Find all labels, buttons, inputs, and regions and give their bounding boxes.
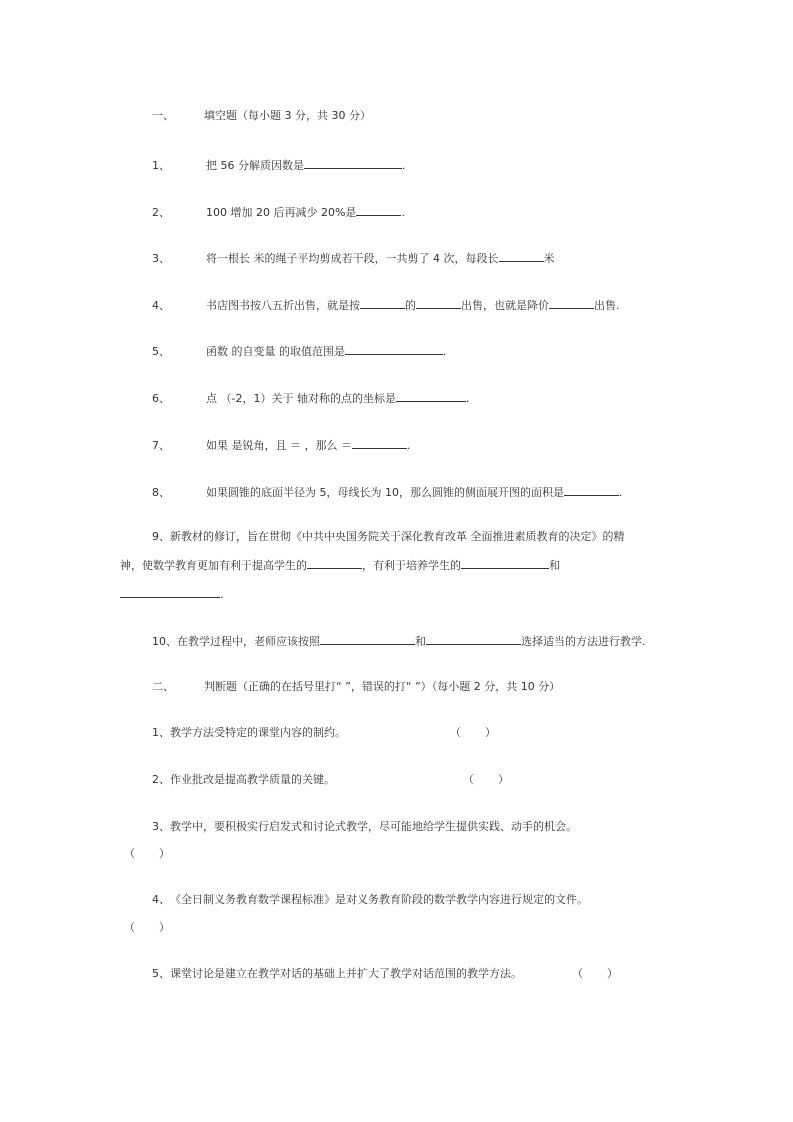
section2-index: 二、 — [152, 680, 174, 693]
answer-blank[interactable] — [396, 390, 466, 402]
question-text: 将一根长 米的绳子平均剪成若干段，一共剪了 4 次，每段长 — [206, 252, 499, 265]
question-text-end: . — [619, 486, 623, 499]
paren-open: （ — [124, 921, 135, 934]
answer-blank[interactable] — [360, 297, 405, 309]
question-number: 2、 — [152, 773, 170, 786]
question-text: 教学中，要积极实行启发式和讨论式教学，尽可能地给学生提供实践、动手的机会。 — [170, 820, 577, 833]
answer-blank[interactable] — [120, 586, 220, 598]
answer-blank[interactable] — [499, 250, 544, 262]
question-text-end: . — [407, 439, 411, 452]
fill-question-9-line1 — [152, 530, 625, 544]
question-text: 把 56 分解质因数是 — [206, 159, 304, 172]
question-number: 5、 — [152, 345, 170, 358]
question-text: 如果 是锐角，且 ＝ ，那么 ＝ — [206, 439, 352, 452]
answer-parentheses[interactable] — [463, 773, 509, 787]
question-text: 函数 的自变量 的取值范围是 — [206, 345, 345, 358]
answer-blank[interactable] — [564, 484, 619, 496]
question-text: 在教学过程中，老师应该按照 — [177, 635, 320, 648]
paren-close: ） — [159, 847, 170, 860]
question-text: 《全日制义务教育数学课程标准》是对义务教育阶段的数学教学内容进行规定的文件。 — [170, 893, 588, 906]
question-number: 2、 — [152, 206, 170, 219]
answer-blank[interactable] — [304, 157, 402, 169]
fill-question-7 — [152, 437, 411, 453]
fill-question-2 — [152, 204, 405, 220]
question-number: 1、 — [152, 726, 170, 739]
paren-open: （ — [572, 967, 583, 980]
question-text-end: . — [465, 392, 470, 405]
fill-question-5 — [152, 343, 447, 359]
fill-question-9-line2 — [120, 557, 560, 573]
question-number: 4、 — [152, 299, 170, 312]
question-number: 7、 — [152, 439, 170, 452]
question-number: 8、 — [152, 486, 170, 499]
answer-blank[interactable] — [549, 297, 594, 309]
question-text: 书店图书按八五折出售，就是按 — [206, 299, 360, 312]
fill-question-3 — [152, 250, 555, 266]
question-text-mid: ，有利于培养学生的 — [362, 559, 461, 572]
answer-blank[interactable] — [426, 633, 521, 645]
section1-index: 一、 — [152, 109, 174, 122]
judge-question-1 — [152, 726, 346, 740]
section2-heading — [152, 680, 560, 694]
question-number: 3、 — [152, 820, 170, 833]
question-text: 如果圆锥的底面半径为 5，母线长为 10，那么圆锥的侧面展开图的面积是 — [206, 486, 564, 499]
paren-close: ） — [485, 726, 496, 739]
question-text: 教学方法受特定的课堂内容的制约。 — [170, 726, 346, 739]
answer-blank[interactable] — [461, 557, 549, 569]
judge-question-3 — [152, 820, 577, 834]
question-number: 6、 — [152, 392, 170, 405]
paren-open: （ — [124, 847, 135, 860]
question-number: 4、 — [152, 893, 170, 906]
question-text-end: 米 — [543, 252, 555, 265]
fill-question-9-line3 — [120, 586, 224, 602]
judge-question-2 — [152, 773, 335, 787]
question-text: 新教材的修订，旨在贯彻《中共中央国务院关于深化教育改革 全面推进素质教育的决定》的精 — [170, 530, 625, 543]
section1-heading — [152, 109, 371, 123]
answer-blank[interactable] — [307, 557, 362, 569]
question-number: 10、 — [152, 635, 177, 648]
question-text: 100 增加 20 后再减少 20%是 — [206, 206, 357, 219]
question-text: 点 （-2，1）关于 轴对称的点的坐标是 — [206, 392, 396, 405]
answer-parentheses[interactable] — [124, 847, 170, 861]
question-text-mid: 和 — [549, 559, 560, 572]
fill-question-1 — [152, 157, 406, 173]
question-text-mid: 的 — [405, 299, 416, 312]
answer-blank[interactable] — [352, 437, 407, 449]
paren-close: ） — [159, 921, 170, 934]
paren-close: ） — [607, 967, 618, 980]
answer-blank[interactable] — [356, 204, 401, 216]
answer-parentheses[interactable] — [124, 921, 170, 935]
question-text-end: 选择适当的方法进行教学. — [521, 635, 646, 648]
question-number: 5、 — [152, 967, 170, 980]
paren-close: ） — [498, 773, 509, 786]
question-text-mid: 出售，也就是降价 — [461, 299, 549, 312]
section2-title: 判断题（正确的在括号里打“ ”，错误的打“ ”）（每小题 2 分，共 10 分） — [204, 680, 561, 693]
question-number: 1、 — [152, 159, 170, 172]
answer-blank[interactable] — [345, 343, 443, 355]
paren-open: （ — [450, 726, 461, 739]
fill-question-4 — [152, 297, 620, 313]
fill-question-10 — [152, 633, 646, 649]
judge-question-4 — [152, 893, 588, 907]
question-text-mid: 和 — [415, 635, 426, 648]
question-text: 课堂讨论是建立在教学对话的基础上并扩大了教学对话范围的教学方法。 — [170, 967, 522, 980]
fill-question-8 — [152, 484, 623, 500]
question-text-end: 出售. — [594, 299, 620, 312]
answer-parentheses[interactable] — [450, 726, 496, 740]
answer-parentheses[interactable] — [572, 967, 618, 981]
fill-question-6 — [152, 390, 469, 406]
answer-blank[interactable] — [416, 297, 461, 309]
question-text-end: . — [402, 159, 406, 172]
answer-blank[interactable] — [320, 633, 415, 645]
question-text: 神，使数学教育更加有利于提高学生的 — [120, 559, 307, 572]
section1-title: 填空题（每小题 3 分，共 30 分） — [204, 109, 371, 122]
question-number: 9、 — [152, 530, 170, 543]
question-text-end: . — [443, 345, 447, 358]
question-number: 3、 — [152, 252, 170, 265]
judge-question-5 — [152, 967, 522, 981]
question-text: 作业批改是提高教学质量的关键。 — [170, 773, 335, 786]
question-text-end: . — [401, 206, 405, 219]
paren-open: （ — [463, 773, 474, 786]
question-text-end: . — [220, 588, 224, 601]
